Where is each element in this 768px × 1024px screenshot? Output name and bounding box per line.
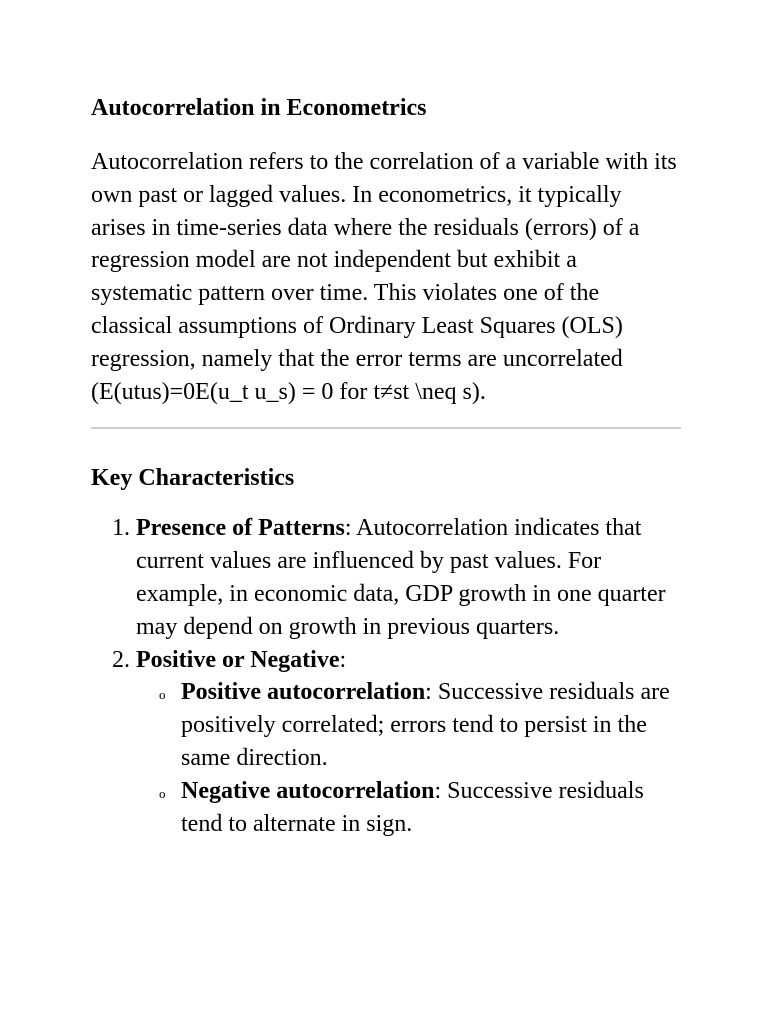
sub-item-term: Negative autocorrelation <box>181 777 435 804</box>
section-divider <box>91 427 681 429</box>
document-page <box>91 92 681 840</box>
page-title: Autocorrelation in Econometrics <box>91 95 427 121</box>
list-item-number: 2. <box>112 646 130 673</box>
list-item-term: Presence of Patterns <box>136 515 345 542</box>
sub-list-item <box>136 775 681 841</box>
list-item-text: : <box>339 646 347 673</box>
section-heading: Key Characteristics <box>91 465 295 492</box>
intro-paragraph: Autocorrelation refers to the correlation of a variable with its own past or lagged values. In econometrics, it typically arises in time-series data where the residuals (errors) of a regression model are not independent but exhibit a systematic pattern over time. This violates one of the classical assumptions of Ordinary Least Squares (OLS) regression, namely that the error terms are uncorrelated (E(utus)=0E(u_t u_s) = 0 for t≠st \neq s). <box>91 149 677 405</box>
list-item <box>91 512 681 643</box>
list-item-text: : Autocorrelation indicates that current values are influenced by past values. For example, in economic data, GDP growth in one quarter may depend on growth in previous quarters. <box>136 515 666 640</box>
sub-item-text: : Successive residuals are positively correlated; errors tend to persist in the same direction. <box>181 679 670 771</box>
sub-item-term: Positive autocorrelation <box>181 679 426 706</box>
list-item-number: 1. <box>112 515 130 542</box>
sub-list <box>136 676 681 840</box>
list-item <box>91 644 681 841</box>
list-item-term: Positive or Negative <box>136 646 340 673</box>
bullet-icon: o <box>159 687 166 703</box>
sub-list-item <box>136 676 681 774</box>
bullet-icon: o <box>159 785 166 801</box>
sub-item-text: : Successive residuals tend to alternate in sign. <box>181 777 644 837</box>
characteristics-list <box>91 512 681 840</box>
